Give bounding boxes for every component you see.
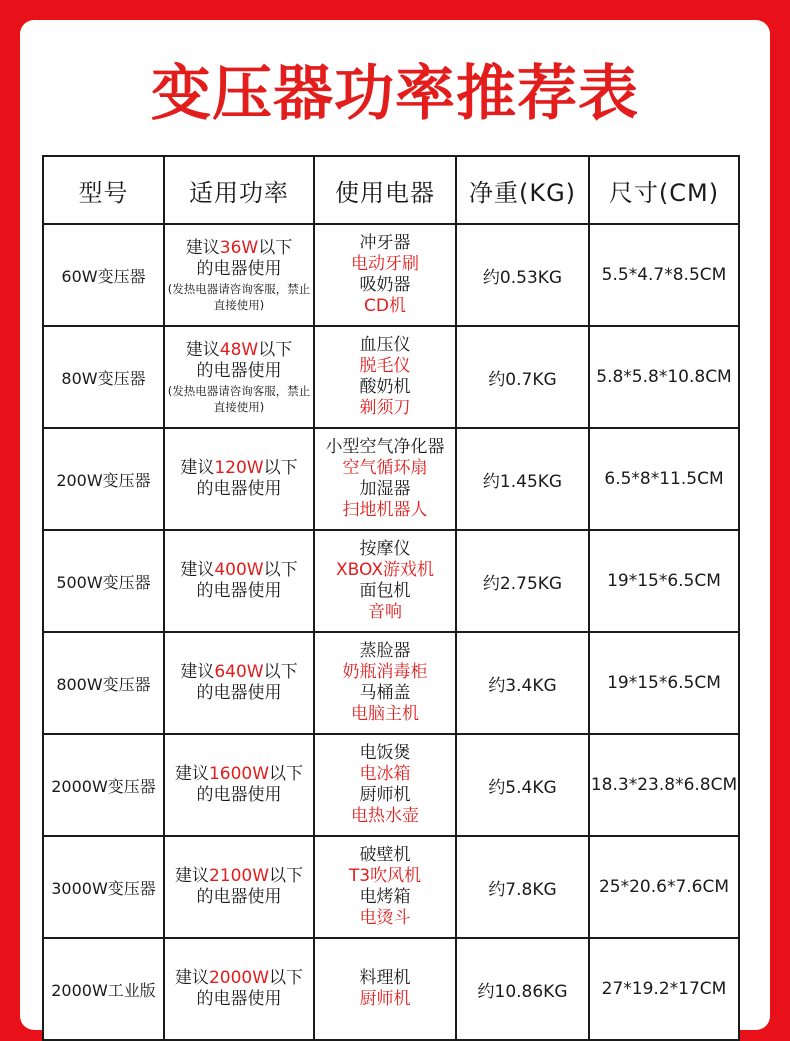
page-title: 变压器功率推荐表 <box>151 59 639 129</box>
appliances-cell <box>314 938 456 1040</box>
power-value: 120W <box>214 458 264 478</box>
appliance-item: 电冰箱 <box>359 764 411 784</box>
header-weight: 净重(KG) <box>456 156 589 224</box>
table-body <box>43 224 739 1040</box>
appliance-item: 音响 <box>368 602 402 622</box>
appliance-item: 剃须刀 <box>359 398 411 418</box>
appliance-item: 脱毛仪 <box>359 356 411 376</box>
power-suffix: 以下 <box>258 237 293 258</box>
power-recommendation <box>165 968 313 1010</box>
power-cell <box>164 836 314 938</box>
power-line-2: 的电器使用 <box>196 360 282 381</box>
power-note: (发热电器请咨询客服，禁止直接使用) <box>167 383 311 414</box>
model-cell: 2000W变压器 <box>43 734 164 836</box>
appliance-item: 冲牙器 <box>359 233 411 253</box>
header-size: 尺寸(CM) <box>589 156 739 224</box>
power-prefix: 建议 <box>180 662 215 682</box>
power-value: 48W <box>219 339 259 360</box>
size-cell: 6.5*8*11.5CM <box>589 428 739 530</box>
power-value: 2100W <box>208 866 270 886</box>
appliance-item: 加湿器 <box>359 479 411 499</box>
power-line-1 <box>165 458 313 479</box>
power-value: 2000W <box>208 968 270 988</box>
power-cell <box>164 530 314 632</box>
appliances-cell <box>314 836 456 938</box>
model-cell: 2000W工业版 <box>43 938 164 1040</box>
model-cell: 3000W变压器 <box>43 836 164 938</box>
power-suffix: 以下 <box>263 662 298 682</box>
power-recommendation <box>165 662 313 704</box>
power-line-2: 的电器使用 <box>196 683 282 703</box>
size-cell: 19*15*6.5CM <box>589 632 739 734</box>
weight-cell: 约0.7KG <box>456 326 589 428</box>
power-suffix: 以下 <box>258 339 293 360</box>
weight-cell: 约5.4KG <box>456 734 589 836</box>
appliances-cell <box>314 734 456 836</box>
power-suffix: 以下 <box>269 764 304 784</box>
header-model: 型号 <box>43 156 164 224</box>
table-row <box>43 530 739 632</box>
table-row <box>43 224 739 326</box>
appliance-item: 扫地机器人 <box>342 500 428 520</box>
table-row <box>43 632 739 734</box>
weight-cell: 约7.8KG <box>456 836 589 938</box>
appliance-item: 料理机 <box>359 968 411 988</box>
power-prefix: 建议 <box>174 968 209 988</box>
power-line-1 <box>165 662 313 683</box>
size-cell: 25*20.6*7.6CM <box>589 836 739 938</box>
appliance-item: 厨师机 <box>359 989 411 1009</box>
power-line-1 <box>165 866 313 887</box>
appliance-item: 厨师机 <box>359 785 411 805</box>
weight-cell: 约1.45KG <box>456 428 589 530</box>
table-header-row <box>43 156 739 224</box>
appliance-item: 电烤箱 <box>359 887 411 907</box>
appliance-item: 按摩仪 <box>359 539 411 559</box>
power-line-2: 的电器使用 <box>196 887 282 907</box>
power-recommendation <box>165 340 313 382</box>
power-value: 1600W <box>208 764 270 784</box>
appliance-item: 酸奶机 <box>359 377 411 397</box>
power-cell <box>164 224 314 326</box>
power-recommendation-table <box>42 155 740 1041</box>
power-prefix: 建议 <box>185 237 220 258</box>
weight-cell: 约10.86KG <box>456 938 589 1040</box>
weight-cell: 约3.4KG <box>456 632 589 734</box>
power-value: 36W <box>219 237 259 258</box>
appliance-item: 蒸脸器 <box>359 641 411 661</box>
power-note: (发热电器请咨询客服，禁止直接使用) <box>167 281 311 312</box>
size-cell: 27*19.2*17CM <box>589 938 739 1040</box>
model-cell: 200W变压器 <box>43 428 164 530</box>
power-prefix: 建议 <box>185 339 220 360</box>
appliances-cell <box>314 632 456 734</box>
size-cell: 5.8*5.8*10.8CM <box>589 326 739 428</box>
appliance-item: 面包机 <box>359 581 411 601</box>
power-prefix: 建议 <box>174 866 209 886</box>
model-cell: 80W变压器 <box>43 326 164 428</box>
power-line-1 <box>165 340 313 361</box>
weight-cell: 约2.75KG <box>456 530 589 632</box>
power-cell <box>164 428 314 530</box>
power-line-1 <box>165 968 313 989</box>
appliance-item: 小型空气净化器 <box>325 437 445 457</box>
appliance-item: T3吹风机 <box>348 866 422 886</box>
table-row <box>43 836 739 938</box>
appliance-item: 电饭煲 <box>359 743 411 763</box>
power-cell <box>164 734 314 836</box>
power-line-2: 的电器使用 <box>196 581 282 601</box>
power-line-1 <box>165 764 313 785</box>
power-recommendation <box>165 764 313 806</box>
appliance-item: 血压仪 <box>359 335 411 355</box>
power-cell <box>164 938 314 1040</box>
power-cell <box>164 632 314 734</box>
power-line-2: 的电器使用 <box>196 258 282 279</box>
power-value: 400W <box>214 560 264 580</box>
header-power: 适用功率 <box>164 156 314 224</box>
model-cell: 500W变压器 <box>43 530 164 632</box>
power-recommendation <box>165 560 313 602</box>
power-line-1 <box>165 238 313 259</box>
table-row <box>43 326 739 428</box>
power-recommendation <box>165 866 313 908</box>
appliance-item: 电动牙刷 <box>351 254 419 274</box>
appliances-cell <box>314 224 456 326</box>
appliances-cell <box>314 530 456 632</box>
power-line-1 <box>165 560 313 581</box>
size-cell: 18.3*23.8*6.8CM <box>589 734 739 836</box>
model-cell: 60W变压器 <box>43 224 164 326</box>
table-row <box>43 938 739 1040</box>
appliance-item: 电脑主机 <box>351 704 419 724</box>
power-recommendation <box>165 458 313 500</box>
power-prefix: 建议 <box>174 764 209 784</box>
size-cell: 19*15*6.5CM <box>589 530 739 632</box>
weight-cell: 约0.53KG <box>456 224 589 326</box>
power-value: 640W <box>214 662 264 682</box>
power-suffix: 以下 <box>269 866 304 886</box>
appliance-item: 空气循环扇 <box>342 458 428 478</box>
table-row <box>43 428 739 530</box>
power-line-2: 的电器使用 <box>196 989 282 1009</box>
power-suffix: 以下 <box>269 968 304 988</box>
appliance-item: 吸奶器 <box>359 275 411 295</box>
appliance-item: 电热水壶 <box>351 806 419 826</box>
appliance-item: XBOX游戏机 <box>336 560 434 580</box>
power-cell <box>164 326 314 428</box>
appliance-item: 马桶盖 <box>359 683 411 703</box>
power-suffix: 以下 <box>263 560 298 580</box>
power-recommendation <box>165 238 313 280</box>
appliance-item: 破壁机 <box>359 845 411 865</box>
power-suffix: 以下 <box>263 458 298 478</box>
size-cell: 5.5*4.7*8.5CM <box>589 224 739 326</box>
model-cell: 800W变压器 <box>43 632 164 734</box>
appliance-item: 电烫斗 <box>359 908 411 928</box>
appliances-cell <box>314 428 456 530</box>
power-line-2: 的电器使用 <box>196 479 282 499</box>
power-prefix: 建议 <box>180 458 215 478</box>
appliance-item: 奶瓶消毒柜 <box>342 662 428 682</box>
header-appliances: 使用电器 <box>314 156 456 224</box>
appliance-item: CD机 <box>364 296 406 316</box>
table-row <box>43 734 739 836</box>
appliances-cell <box>314 326 456 428</box>
power-prefix: 建议 <box>180 560 215 580</box>
power-line-2: 的电器使用 <box>196 785 282 805</box>
